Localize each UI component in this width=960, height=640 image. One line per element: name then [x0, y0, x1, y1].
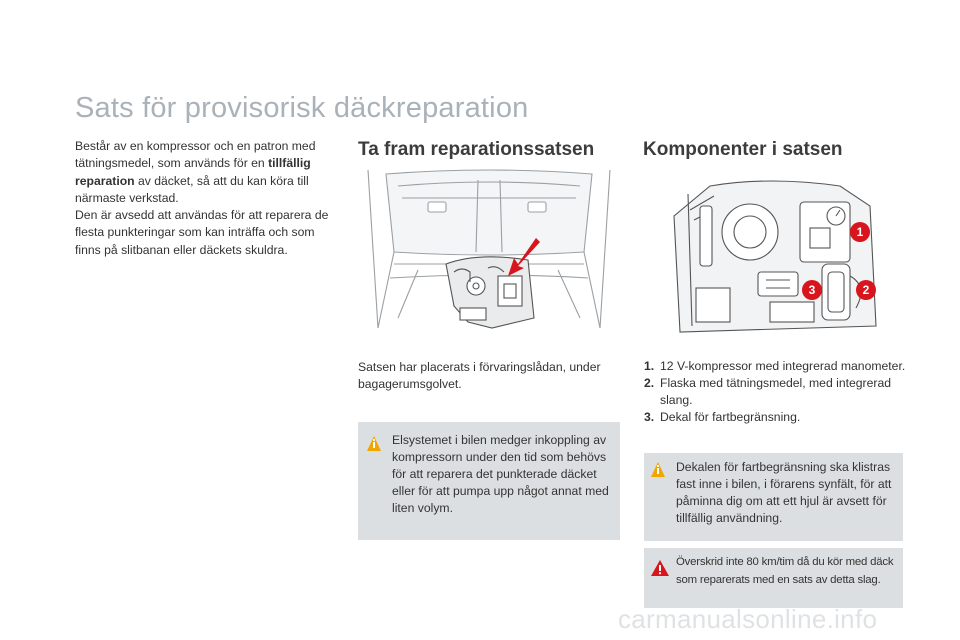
intro-text — [75, 138, 337, 259]
list-item: 1. 12 V-kompressor med integrerad manometer. — [644, 359, 906, 373]
trunk-drawing — [358, 168, 620, 334]
heading-remove-kit: Ta fram reparationssatsen — [358, 139, 595, 160]
kit-components-illustration — [670, 176, 880, 336]
intro-bold: tillfällig reparation — [75, 156, 311, 188]
components-list — [644, 358, 906, 426]
info-icon — [366, 435, 382, 458]
left-caption: Satsen har placerats i förvaringslådan, under bagagerumsgolvet. — [358, 360, 601, 391]
heading-kit-components: Komponenter i satsen — [643, 139, 843, 160]
info-note-electrical — [358, 422, 620, 540]
info-icon — [650, 461, 666, 484]
callout-1: 1 — [850, 222, 870, 242]
watermark: carmanualsonline.info — [618, 604, 878, 634]
page-title: Sats för provisorisk däckreparation — [75, 92, 529, 124]
info-note-sticker — [644, 453, 903, 541]
intro-paragraph-1 — [75, 138, 337, 207]
intro-before-bold: Består av en kompressor och en patron med tätningsmedel, som används för en — [75, 139, 316, 171]
list-item: 2. Flaska med tätningsmedel, med integrerad slang. — [644, 376, 892, 407]
trunk-illustration — [358, 168, 620, 334]
intro-after-bold: av däcket, så att du kan köra till närmaste verkstad. — [75, 173, 309, 205]
info-note-electrical-text: Elsystemet i bilen medger inkoppling av kompressorn under den tid som behövs för att reparera det punkterade däcket eller för att pumpa upp något annat med liten volym. — [392, 433, 609, 515]
warning-icon — [650, 559, 670, 582]
callout-3: 3 — [802, 280, 822, 300]
callout-2: 2 — [856, 280, 876, 300]
warning-note — [644, 548, 903, 608]
warning-note-text: Överskrid inte 80 km/tim då du kör med däck som reparerats med en sats av detta slag. — [676, 556, 894, 586]
kit-drawing — [670, 176, 880, 336]
info-note-sticker-text: Dekalen för fartbegränsning ska klistras fast inne i bilen, i förarens synfält, för att påminna dig om att ett hjul är avsett för tillfällig användning. — [676, 460, 892, 525]
list-item: 3. Dekal för fartbegränsning. — [644, 410, 801, 424]
intro-paragraph-2: Den är avsedd att användas för att reparera de flesta punkteringar som kan inträffa och som finns på slitbanan eller däckets skuldra. — [75, 208, 329, 257]
